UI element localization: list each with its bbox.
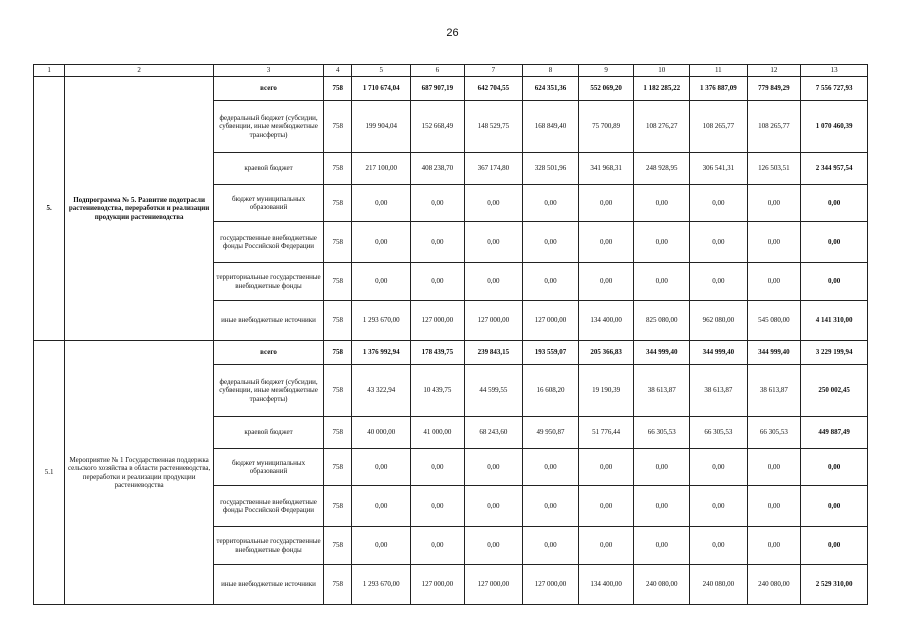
value-cell: 44 599,55 bbox=[464, 365, 523, 417]
value-cell: 127 000,00 bbox=[411, 565, 465, 605]
value-cell: 0,00 bbox=[523, 222, 579, 263]
value-cell: 0,00 bbox=[523, 263, 579, 301]
value-cell: 0,00 bbox=[747, 263, 801, 301]
table-row bbox=[34, 341, 868, 365]
value-cell: 0,00 bbox=[523, 486, 579, 527]
total-cell: 4 141 310,00 bbox=[801, 301, 868, 341]
column-number-cell: 11 bbox=[690, 65, 748, 77]
value-cell: 552 069,20 bbox=[578, 77, 634, 101]
value-cell: 779 849,29 bbox=[747, 77, 801, 101]
value-cell: 127 000,00 bbox=[411, 301, 465, 341]
total-cell: 7 556 727,93 bbox=[801, 77, 868, 101]
column-number-cell: 10 bbox=[634, 65, 690, 77]
funding-source-cell: федеральный бюджет (субсидии, субвенции, иные межбюджетные трансферты) bbox=[213, 101, 323, 153]
funding-source-cell: государственные внебюджетные фонды Российской Федерации bbox=[213, 486, 323, 527]
value-cell: 10 439,75 bbox=[411, 365, 465, 417]
value-cell: 0,00 bbox=[690, 263, 748, 301]
column-number-cell: 4 bbox=[324, 65, 352, 77]
value-cell: 193 559,07 bbox=[523, 341, 579, 365]
value-cell: 0,00 bbox=[411, 527, 465, 565]
code-cell: 758 bbox=[324, 263, 352, 301]
value-cell: 0,00 bbox=[747, 486, 801, 527]
value-cell: 248 928,95 bbox=[634, 153, 690, 185]
column-number-cell: 7 bbox=[464, 65, 523, 77]
value-cell: 40 000,00 bbox=[352, 417, 411, 449]
value-cell: 126 503,51 bbox=[747, 153, 801, 185]
value-cell: 0,00 bbox=[523, 527, 579, 565]
value-cell: 108 265,77 bbox=[690, 101, 748, 153]
value-cell: 178 439,75 bbox=[411, 341, 465, 365]
value-cell: 152 668,49 bbox=[411, 101, 465, 153]
value-cell: 19 190,39 bbox=[578, 365, 634, 417]
code-cell: 758 bbox=[324, 222, 352, 263]
value-cell: 0,00 bbox=[352, 449, 411, 486]
value-cell: 0,00 bbox=[578, 185, 634, 222]
value-cell: 0,00 bbox=[352, 527, 411, 565]
funding-source-cell: иные внебюджетные источники bbox=[213, 565, 323, 605]
total-cell: 250 002,45 bbox=[801, 365, 868, 417]
value-cell: 199 904,04 bbox=[352, 101, 411, 153]
value-cell: 148 529,75 bbox=[464, 101, 523, 153]
funding-source-cell: краевой бюджет bbox=[213, 153, 323, 185]
funding-source-cell: территориальные государственные внебюджетные фонды bbox=[213, 263, 323, 301]
total-cell: 449 887,49 bbox=[801, 417, 868, 449]
value-cell: 0,00 bbox=[523, 449, 579, 486]
value-cell: 127 000,00 bbox=[523, 301, 579, 341]
column-number-cell: 3 bbox=[213, 65, 323, 77]
value-cell: 0,00 bbox=[578, 449, 634, 486]
value-cell: 0,00 bbox=[464, 527, 523, 565]
total-cell: 0,00 bbox=[801, 263, 868, 301]
total-cell: 0,00 bbox=[801, 222, 868, 263]
value-cell: 0,00 bbox=[411, 449, 465, 486]
value-cell: 0,00 bbox=[578, 263, 634, 301]
value-cell: 0,00 bbox=[634, 527, 690, 565]
funding-source-cell: всего bbox=[213, 77, 323, 101]
column-number-cell: 6 bbox=[411, 65, 465, 77]
value-cell: 41 000,00 bbox=[411, 417, 465, 449]
value-cell: 0,00 bbox=[464, 486, 523, 527]
value-cell: 0,00 bbox=[352, 222, 411, 263]
value-cell: 1 376 992,94 bbox=[352, 341, 411, 365]
value-cell: 0,00 bbox=[634, 449, 690, 486]
value-cell: 0,00 bbox=[747, 449, 801, 486]
value-cell: 239 843,15 bbox=[464, 341, 523, 365]
value-cell: 16 608,20 bbox=[523, 365, 579, 417]
column-number-cell: 9 bbox=[578, 65, 634, 77]
value-cell: 49 950,87 bbox=[523, 417, 579, 449]
value-cell: 545 080,00 bbox=[747, 301, 801, 341]
section-name-cell: Подпрограмма № 5. Развитие подотрасли растениеводства, переработки и реализации продукции растениеводства bbox=[65, 77, 214, 341]
value-cell: 0,00 bbox=[523, 185, 579, 222]
code-cell: 758 bbox=[324, 77, 352, 101]
value-cell: 0,00 bbox=[634, 263, 690, 301]
page-number: 26 bbox=[446, 27, 459, 39]
value-cell: 0,00 bbox=[352, 263, 411, 301]
value-cell: 51 776,44 bbox=[578, 417, 634, 449]
value-cell: 1 293 670,00 bbox=[352, 565, 411, 605]
code-cell: 758 bbox=[324, 417, 352, 449]
value-cell: 108 276,27 bbox=[634, 101, 690, 153]
code-cell: 758 bbox=[324, 301, 352, 341]
value-cell: 0,00 bbox=[411, 263, 465, 301]
value-cell: 344 999,40 bbox=[690, 341, 748, 365]
value-cell: 1 182 285,22 bbox=[634, 77, 690, 101]
value-cell: 0,00 bbox=[690, 527, 748, 565]
code-cell: 758 bbox=[324, 486, 352, 527]
value-cell: 0,00 bbox=[464, 449, 523, 486]
code-cell: 758 bbox=[324, 341, 352, 365]
total-cell: 3 229 199,94 bbox=[801, 341, 868, 365]
value-cell: 66 305,53 bbox=[690, 417, 748, 449]
value-cell: 624 351,36 bbox=[523, 77, 579, 101]
total-cell: 2 344 957,54 bbox=[801, 153, 868, 185]
value-cell: 0,00 bbox=[578, 527, 634, 565]
total-cell: 2 529 310,00 bbox=[801, 565, 868, 605]
value-cell: 240 080,00 bbox=[747, 565, 801, 605]
value-cell: 0,00 bbox=[464, 185, 523, 222]
funding-source-cell: федеральный бюджет (субсидии, субвенции, иные межбюджетные трансферты) bbox=[213, 365, 323, 417]
value-cell: 0,00 bbox=[747, 527, 801, 565]
value-cell: 66 305,53 bbox=[747, 417, 801, 449]
value-cell: 0,00 bbox=[464, 222, 523, 263]
value-cell: 328 501,96 bbox=[523, 153, 579, 185]
funding-source-cell: бюджет муниципальных образований bbox=[213, 185, 323, 222]
value-cell: 0,00 bbox=[690, 486, 748, 527]
value-cell: 0,00 bbox=[690, 185, 748, 222]
value-cell: 344 999,40 bbox=[747, 341, 801, 365]
code-cell: 758 bbox=[324, 527, 352, 565]
funding-source-cell: всего bbox=[213, 341, 323, 365]
section-index-cell: 5.1 bbox=[34, 341, 65, 605]
code-cell: 758 bbox=[324, 565, 352, 605]
funding-source-cell: иные внебюджетные источники bbox=[213, 301, 323, 341]
value-cell: 0,00 bbox=[411, 486, 465, 527]
value-cell: 642 704,55 bbox=[464, 77, 523, 101]
value-cell: 127 000,00 bbox=[523, 565, 579, 605]
value-cell: 0,00 bbox=[352, 486, 411, 527]
code-cell: 758 bbox=[324, 449, 352, 486]
table-row bbox=[34, 77, 868, 101]
value-cell: 0,00 bbox=[690, 222, 748, 263]
column-number-cell: 12 bbox=[747, 65, 801, 77]
value-cell: 75 700,89 bbox=[578, 101, 634, 153]
value-cell: 0,00 bbox=[634, 222, 690, 263]
value-cell: 168 849,40 bbox=[523, 101, 579, 153]
value-cell: 38 613,87 bbox=[634, 365, 690, 417]
value-cell: 0,00 bbox=[464, 263, 523, 301]
value-cell: 127 000,00 bbox=[464, 565, 523, 605]
value-cell: 0,00 bbox=[578, 222, 634, 263]
funding-source-cell: территориальные государственные внебюджетные фонды bbox=[213, 527, 323, 565]
value-cell: 240 080,00 bbox=[690, 565, 748, 605]
total-cell: 1 070 460,39 bbox=[801, 101, 868, 153]
value-cell: 0,00 bbox=[578, 486, 634, 527]
value-cell: 1 376 887,09 bbox=[690, 77, 748, 101]
total-cell: 0,00 bbox=[801, 486, 868, 527]
value-cell: 408 238,70 bbox=[411, 153, 465, 185]
column-number-cell: 13 bbox=[801, 65, 868, 77]
value-cell: 367 174,80 bbox=[464, 153, 523, 185]
column-number-cell: 2 bbox=[65, 65, 214, 77]
value-cell: 0,00 bbox=[352, 185, 411, 222]
value-cell: 825 080,00 bbox=[634, 301, 690, 341]
code-cell: 758 bbox=[324, 101, 352, 153]
funding-source-cell: бюджет муниципальных образований bbox=[213, 449, 323, 486]
column-number-cell: 8 bbox=[523, 65, 579, 77]
code-cell: 758 bbox=[324, 153, 352, 185]
value-cell: 205 366,83 bbox=[578, 341, 634, 365]
total-cell: 0,00 bbox=[801, 185, 868, 222]
total-cell: 0,00 bbox=[801, 527, 868, 565]
section-name-cell: Мероприятие № 1 Государственная поддержка сельского хозяйства в области растениеводства, переработки и реализации продукции растениеводства bbox=[65, 341, 214, 605]
value-cell: 134 400,00 bbox=[578, 565, 634, 605]
value-cell: 1 710 674,04 bbox=[352, 77, 411, 101]
value-cell: 68 243,60 bbox=[464, 417, 523, 449]
code-cell: 758 bbox=[324, 185, 352, 222]
value-cell: 0,00 bbox=[634, 185, 690, 222]
value-cell: 0,00 bbox=[747, 222, 801, 263]
value-cell: 43 322,94 bbox=[352, 365, 411, 417]
code-cell: 758 bbox=[324, 365, 352, 417]
funding-source-cell: государственные внебюджетные фонды Российской Федерации bbox=[213, 222, 323, 263]
value-cell: 1 293 670,00 bbox=[352, 301, 411, 341]
funding-source-cell: краевой бюджет bbox=[213, 417, 323, 449]
value-cell: 0,00 bbox=[411, 222, 465, 263]
column-number-row bbox=[34, 65, 868, 77]
value-cell: 108 265,77 bbox=[747, 101, 801, 153]
section-index-cell: 5. bbox=[34, 77, 65, 341]
column-number-cell: 1 bbox=[34, 65, 65, 77]
value-cell: 38 613,87 bbox=[747, 365, 801, 417]
value-cell: 341 968,31 bbox=[578, 153, 634, 185]
value-cell: 217 100,00 bbox=[352, 153, 411, 185]
total-cell: 0,00 bbox=[801, 449, 868, 486]
value-cell: 134 400,00 bbox=[578, 301, 634, 341]
budget-table bbox=[33, 64, 868, 605]
value-cell: 0,00 bbox=[411, 185, 465, 222]
column-number-cell: 5 bbox=[352, 65, 411, 77]
value-cell: 344 999,40 bbox=[634, 341, 690, 365]
value-cell: 962 080,00 bbox=[690, 301, 748, 341]
value-cell: 66 305,53 bbox=[634, 417, 690, 449]
value-cell: 0,00 bbox=[747, 185, 801, 222]
value-cell: 240 080,00 bbox=[634, 565, 690, 605]
value-cell: 687 907,19 bbox=[411, 77, 465, 101]
value-cell: 127 000,00 bbox=[464, 301, 523, 341]
value-cell: 38 613,87 bbox=[690, 365, 748, 417]
value-cell: 0,00 bbox=[690, 449, 748, 486]
value-cell: 306 541,31 bbox=[690, 153, 748, 185]
value-cell: 0,00 bbox=[634, 486, 690, 527]
